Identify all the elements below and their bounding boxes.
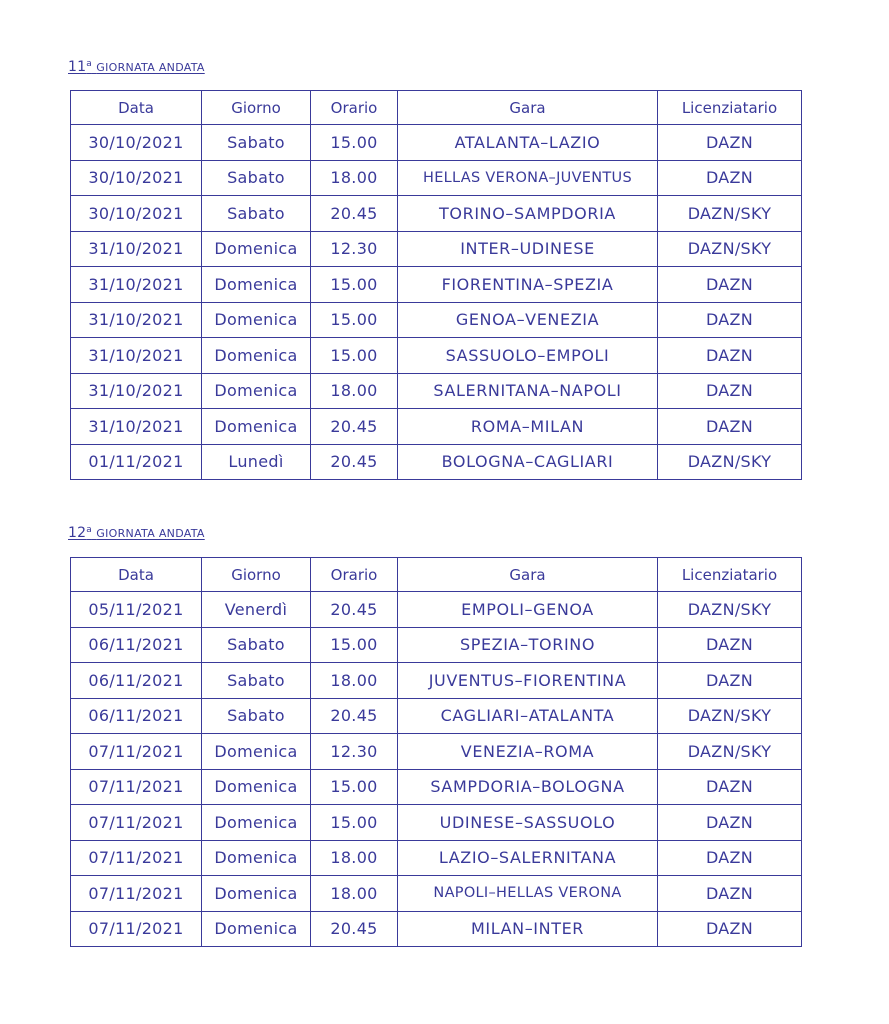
cell-licenziatario: DAZN [658, 627, 802, 663]
cell-data: 07/11/2021 [71, 840, 202, 876]
section-title-11 [68, 59, 205, 75]
cell-orario: 12.30 [311, 734, 398, 770]
cell-licenziatario: DAZN [658, 338, 802, 374]
cell-licenziatario: DAZN [658, 125, 802, 161]
table-header-row [71, 558, 802, 592]
cell-data: 30/10/2021 [71, 160, 202, 196]
cell-gara: UDINESE–SASSUOLO [398, 805, 658, 841]
cell-licenziatario: DAZN/SKY [658, 592, 802, 628]
cell-licenziatario: DAZN [658, 302, 802, 338]
cell-giorno: Domenica [202, 338, 311, 374]
cell-gara: GENOA–VENEZIA [398, 302, 658, 338]
cell-giorno: Sabato [202, 160, 311, 196]
cell-orario: 20.45 [311, 409, 398, 445]
cell-data: 30/10/2021 [71, 125, 202, 161]
round-label: GIORNATA ANDATA [96, 61, 205, 74]
header-orario: Orario [311, 558, 398, 592]
cell-giorno: Lunedì [202, 444, 311, 480]
table-row [71, 840, 802, 876]
cell-orario: 18.00 [311, 840, 398, 876]
table-row [71, 663, 802, 699]
schedule-table-11 [70, 90, 802, 480]
cell-orario: 18.00 [311, 663, 398, 699]
cell-licenziatario: DAZN [658, 663, 802, 699]
cell-data: 05/11/2021 [71, 592, 202, 628]
cell-giorno: Domenica [202, 373, 311, 409]
cell-orario: 15.00 [311, 125, 398, 161]
table-row [71, 911, 802, 947]
table-row [71, 267, 802, 303]
cell-gara: LAZIO–SALERNITANA [398, 840, 658, 876]
table-row [71, 805, 802, 841]
cell-gara: CAGLIARI–ATALANTA [398, 698, 658, 734]
cell-orario: 15.00 [311, 769, 398, 805]
cell-data: 31/10/2021 [71, 409, 202, 445]
header-data: Data [71, 91, 202, 125]
cell-data: 01/11/2021 [71, 444, 202, 480]
cell-giorno: Domenica [202, 734, 311, 770]
cell-data: 31/10/2021 [71, 267, 202, 303]
table-row [71, 160, 802, 196]
cell-giorno: Domenica [202, 840, 311, 876]
round-ordinal: a [86, 59, 92, 69]
header-licenziatario: Licenziatario [658, 558, 802, 592]
cell-gara: INTER–UDINESE [398, 231, 658, 267]
cell-giorno: Domenica [202, 231, 311, 267]
header-giorno: Giorno [202, 558, 311, 592]
cell-licenziatario: DAZN [658, 373, 802, 409]
cell-data: 31/10/2021 [71, 373, 202, 409]
cell-licenziatario: DAZN [658, 160, 802, 196]
cell-giorno: Sabato [202, 663, 311, 699]
cell-orario: 15.00 [311, 302, 398, 338]
table-row [71, 769, 802, 805]
cell-orario: 20.45 [311, 911, 398, 947]
cell-data: 07/11/2021 [71, 805, 202, 841]
cell-orario: 15.00 [311, 805, 398, 841]
cell-gara: SPEZIA–TORINO [398, 627, 658, 663]
cell-licenziatario: DAZN [658, 840, 802, 876]
cell-giorno: Domenica [202, 302, 311, 338]
cell-giorno: Domenica [202, 769, 311, 805]
cell-licenziatario: DAZN [658, 769, 802, 805]
cell-giorno: Sabato [202, 196, 311, 232]
table-row [71, 373, 802, 409]
cell-licenziatario: DAZN/SKY [658, 734, 802, 770]
table-row [71, 592, 802, 628]
cell-orario: 18.00 [311, 876, 398, 912]
cell-gara: NAPOLI–HELLAS VERONA [398, 876, 658, 912]
section-title-12 [68, 525, 205, 541]
cell-giorno: Domenica [202, 911, 311, 947]
header-orario: Orario [311, 91, 398, 125]
cell-data: 06/11/2021 [71, 698, 202, 734]
cell-data: 06/11/2021 [71, 663, 202, 699]
cell-data: 06/11/2021 [71, 627, 202, 663]
cell-data: 31/10/2021 [71, 338, 202, 374]
cell-orario: 12.30 [311, 231, 398, 267]
cell-data: 07/11/2021 [71, 876, 202, 912]
cell-gara: TORINO–SAMPDORIA [398, 196, 658, 232]
table-row [71, 876, 802, 912]
table-row [71, 196, 802, 232]
cell-licenziatario: DAZN/SKY [658, 231, 802, 267]
table-row [71, 734, 802, 770]
cell-orario: 15.00 [311, 338, 398, 374]
cell-giorno: Domenica [202, 409, 311, 445]
cell-licenziatario: DAZN [658, 267, 802, 303]
cell-giorno: Domenica [202, 267, 311, 303]
header-licenziatario: Licenziatario [658, 91, 802, 125]
cell-giorno: Sabato [202, 627, 311, 663]
cell-orario: 15.00 [311, 627, 398, 663]
cell-orario: 18.00 [311, 373, 398, 409]
header-data: Data [71, 558, 202, 592]
cell-data: 07/11/2021 [71, 911, 202, 947]
cell-licenziatario: DAZN/SKY [658, 444, 802, 480]
cell-giorno: Domenica [202, 876, 311, 912]
cell-licenziatario: DAZN [658, 805, 802, 841]
cell-data: 31/10/2021 [71, 231, 202, 267]
cell-gara: ATALANTA–LAZIO [398, 125, 658, 161]
table-row [71, 627, 802, 663]
cell-gara: SAMPDORIA–BOLOGNA [398, 769, 658, 805]
cell-gara: SALERNITANA–NAPOLI [398, 373, 658, 409]
cell-orario: 20.45 [311, 444, 398, 480]
cell-data: 31/10/2021 [71, 302, 202, 338]
round-number: 11 [68, 59, 87, 75]
table-row [71, 231, 802, 267]
cell-gara: MILAN–INTER [398, 911, 658, 947]
cell-licenziatario: DAZN [658, 911, 802, 947]
cell-licenziatario: DAZN [658, 409, 802, 445]
cell-licenziatario: DAZN [658, 876, 802, 912]
round-label: GIORNATA ANDATA [96, 527, 205, 540]
cell-gara: FIORENTINA–SPEZIA [398, 267, 658, 303]
cell-giorno: Domenica [202, 805, 311, 841]
schedule-table-12 [70, 557, 802, 947]
cell-gara: JUVENTUS–FIORENTINA [398, 663, 658, 699]
table-row [71, 698, 802, 734]
cell-gara: BOLOGNA–CAGLIARI [398, 444, 658, 480]
cell-orario: 20.45 [311, 592, 398, 628]
table-row [71, 444, 802, 480]
cell-orario: 20.45 [311, 196, 398, 232]
cell-giorno: Venerdì [202, 592, 311, 628]
round-number: 12 [68, 525, 87, 541]
cell-orario: 18.00 [311, 160, 398, 196]
cell-gara: VENEZIA–ROMA [398, 734, 658, 770]
cell-orario: 20.45 [311, 698, 398, 734]
cell-data: 30/10/2021 [71, 196, 202, 232]
table-row [71, 302, 802, 338]
cell-gara: SASSUOLO–EMPOLI [398, 338, 658, 374]
round-ordinal: a [86, 525, 92, 535]
cell-licenziatario: DAZN/SKY [658, 698, 802, 734]
cell-gara: HELLAS VERONA–JUVENTUS [398, 160, 658, 196]
cell-data: 07/11/2021 [71, 734, 202, 770]
header-gara: Gara [398, 558, 658, 592]
cell-giorno: Sabato [202, 125, 311, 161]
table-row [71, 409, 802, 445]
table-row [71, 338, 802, 374]
cell-licenziatario: DAZN/SKY [658, 196, 802, 232]
header-gara: Gara [398, 91, 658, 125]
header-giorno: Giorno [202, 91, 311, 125]
table-row [71, 125, 802, 161]
cell-orario: 15.00 [311, 267, 398, 303]
cell-gara: ROMA–MILAN [398, 409, 658, 445]
cell-data: 07/11/2021 [71, 769, 202, 805]
cell-giorno: Sabato [202, 698, 311, 734]
table-header-row [71, 91, 802, 125]
cell-gara: EMPOLI–GENOA [398, 592, 658, 628]
